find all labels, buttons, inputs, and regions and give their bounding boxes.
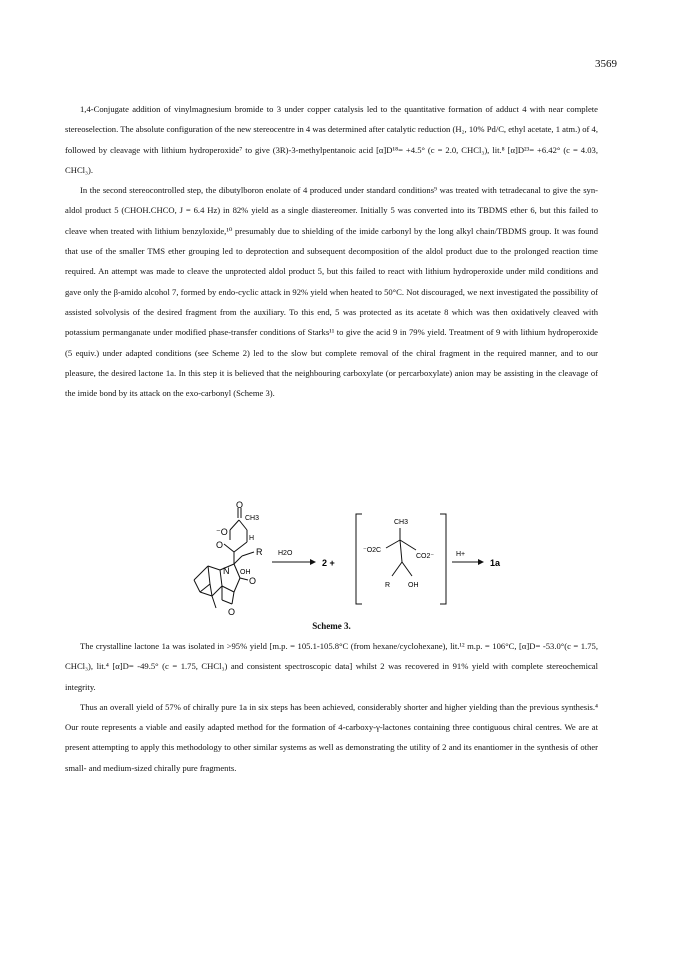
scheme-o-bottom: O xyxy=(228,607,236,617)
scheme-o2c: ⁻O2C xyxy=(363,547,382,554)
scheme-o-ring: O xyxy=(249,576,257,586)
scheme-o-left: O xyxy=(216,540,224,550)
scheme-oh-left: OH xyxy=(240,569,251,576)
paragraph-crystalline-lactone: The crystalline lactone 1a was isolated in >95% yield [m.p. = 105.1-105.8°C (from hexane/cyclohexane), lit.¹² m.p. = 106°C, [α]D= -53.0°(c = 1.75, CHCl₃), lit.⁴ [α]D= -49.5° (c = 1.75, CHCl₃) and consistent spectroscopic data] whilst 2 was recovered in 91% yield with complete stereochemical integrity. xyxy=(65,641,598,692)
scheme-r-right: R xyxy=(256,547,263,557)
scheme-product-1a: 1a xyxy=(490,558,501,568)
body-text-bottom xyxy=(65,636,598,778)
scheme-caption: Scheme 3. xyxy=(312,621,351,631)
paragraph-second-step: In the second stereocontrolled step, the dibutylboron enolate of 4 produced under standard conditions⁹ was treated with tetradecanal to give the syn-aldol product 5 (CHOH.CHCO, J = 6.4 Hz) in 82% yield as a single diastereomer. Initially 5 was converted into its TBDMS ether 6, but this failed to cleave when treated with lithium benzyloxide,¹⁰ presumably due to shielding of the imide carbonyl by the long alkyl chain/TBDMS group. It was found that use of the smaller TMS ether grouping led to deprotection and subsequent decomposition of the aldol product due to the prolonged reaction time required. An attempt was made to cleave the unprotected aldol product 5, but this failed to react with lithium hydroperoxide under mild conditions and gave only the β-amido alcohol 7, formed by endo-cyclic attack in 92% yield when heated to 50°C. Not discouraged, we next investigated the possibility of assisted solvolysis of the desired fragment from the auxiliary. To this end, 5 was protected as its acetate 8 which was then oxidatively cleaved with potassium permanganate under modified phase-transfer conditions of Starks¹¹ to give the acid 9 in 79% yield. Treatment of 9 with lithium hydroperoxide (5 equiv.) under adapted conditions (see Scheme 2) led to the slow but complete removal of the chiral fragment in the required manner, and to our pleasure, the desired lactone 1a. In this step it is believed that the neighbouring carboxylate (or percarboxylate) anion may be assisting in the cleavage of the imide bond by its attack on the exo-carbonyl (Scheme 3). xyxy=(65,185,598,399)
paragraph-overall-yield: Thus an overall yield of 57% of chirally pure 1a in six steps has been achieved, considerably shorter and higher yielding than the previous synthesis.⁴ Our route represents a viable and easily adapted method for the formation of 4-carboxy-γ-lactones containing three contiguous chiral centres. We are at present attempting to apply this methodology to other similar systems as well as demonstrating the utility of 2 and its enantiomer in the synthesis of other small- and medium-sized chirally pure fragments. xyxy=(65,701,598,773)
scheme-h-plus: H+ xyxy=(456,551,466,558)
scheme-reagent: H2O xyxy=(278,550,293,557)
scheme-3-diagram xyxy=(150,500,550,618)
body-text-top xyxy=(65,99,598,403)
scheme-oh-intermediate: OH xyxy=(408,582,419,589)
scheme-n: N xyxy=(223,566,230,576)
scheme-ch3-intermediate: CH3 xyxy=(394,519,409,526)
scheme-r-intermediate: R xyxy=(385,582,391,589)
page-number: 3569 xyxy=(595,58,617,70)
scheme-ch3-top: CH3 xyxy=(245,515,260,522)
scheme-o-top: O xyxy=(236,500,244,510)
scheme-co2: CO2⁻ xyxy=(416,553,435,560)
scheme-h: H xyxy=(249,535,255,542)
scheme-o-minus: ⁻O xyxy=(216,527,228,537)
scheme-plus-2: 2 + xyxy=(322,558,335,568)
paragraph-conjugate-addition: 1,4-Conjugate addition of vinylmagnesium bromide to 3 under copper catalysis led to the quantitative formation of adduct 4 with near complete stereoselection. The absolute configuration of the new stereocentre in 4 was determined after catalytic reduction (H₂, 10% Pd/C, ethyl acetate, 1 atm.) of 4, followed by cleavage with lithium hydroperoxide⁷ to give (3R)-3-methylpentanoic acid [α]D¹⁸= +4.5° (c = 2.0, CHCl₃), lit.⁸ [α]D²³= +6.42° (c = 4.03, CHCl₃). xyxy=(65,104,598,175)
